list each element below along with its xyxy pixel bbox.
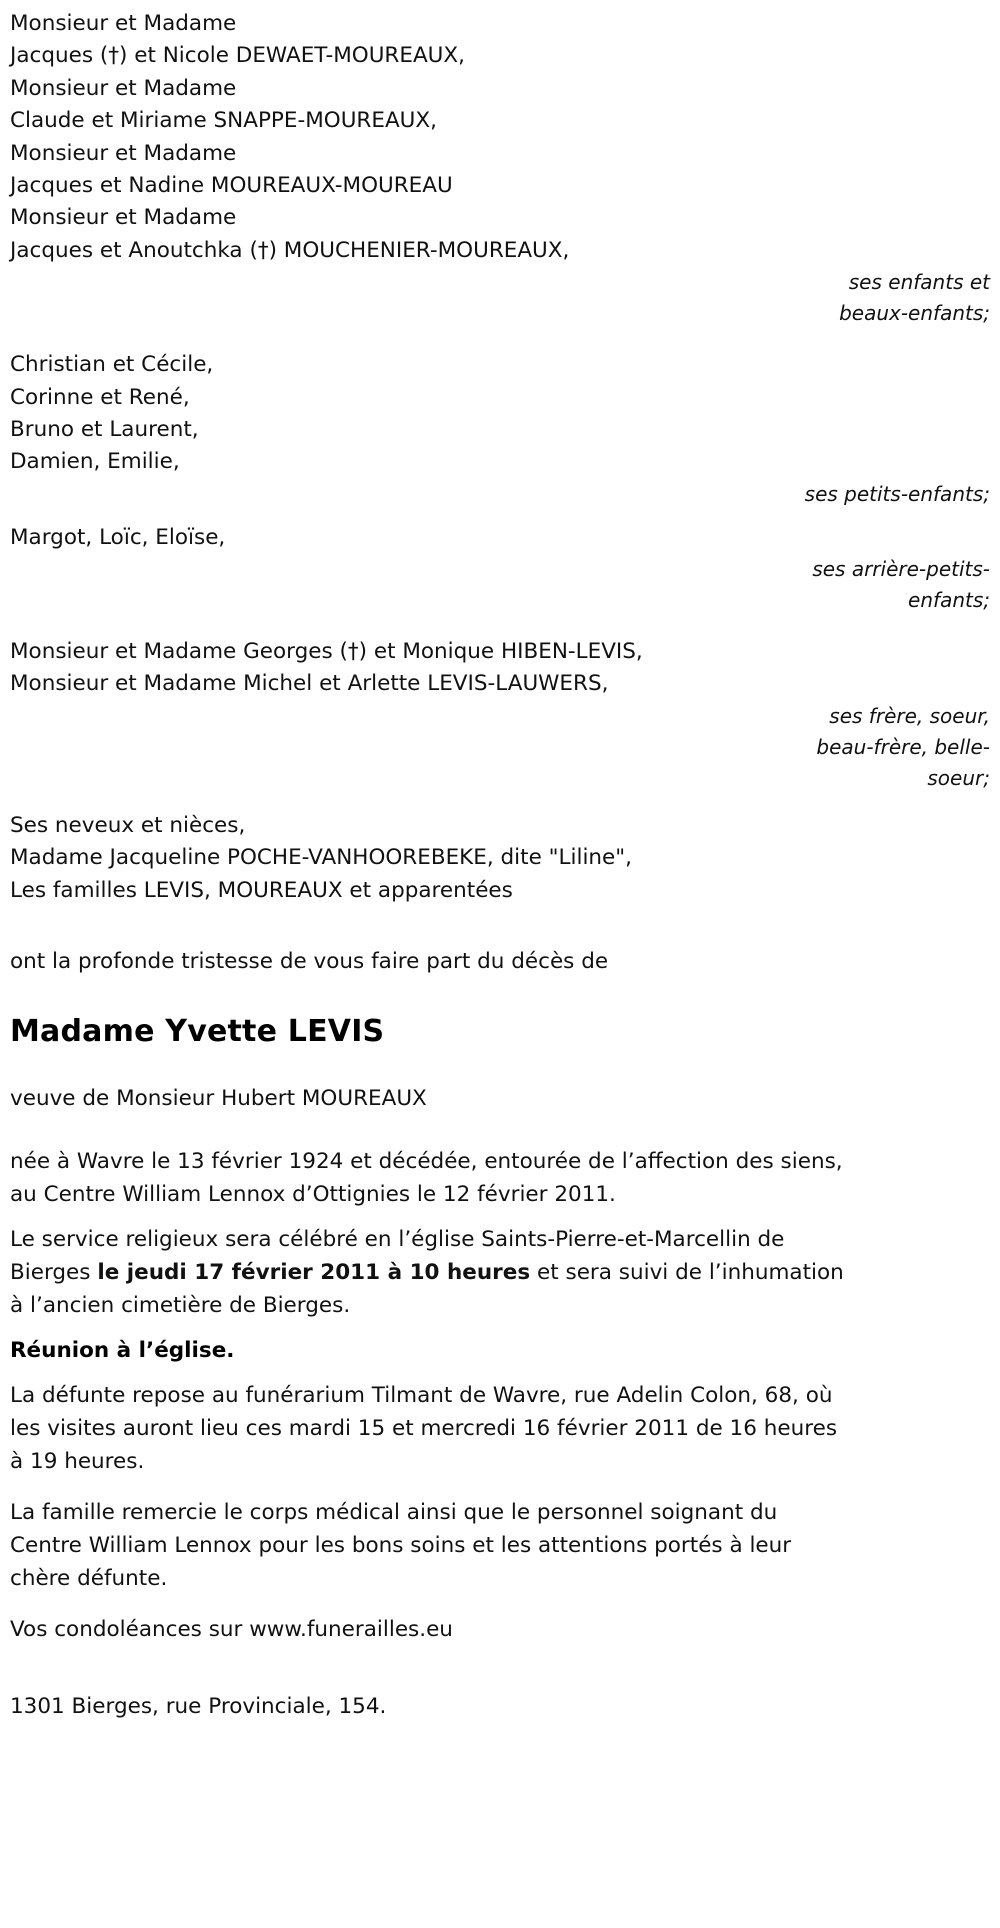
siblings-caption-line-2: beau-frère, belle- [816, 734, 990, 759]
siblings-caption-line-3: soeur; [927, 765, 990, 790]
meeting-note: Réunion à l’église. [10, 1337, 235, 1363]
grandchildren-caption-line: ses petits-enfants; [804, 481, 990, 506]
great-grandchildren-line: Margot, Loïc, Eloïse, [10, 524, 226, 550]
great-grandchildren-caption-line-1: ses arrière-petits- [812, 556, 990, 581]
siblings-block [10, 636, 990, 701]
children-line: Claude et Miriame SNAPPE-MOUREAUX, [10, 108, 437, 134]
children-line: Jacques (†) et Nicole DEWAET-MOUREAUX, [10, 43, 465, 69]
visitation-details: La défunte repose au funérarium Tilmant de Wavre, rue Adelin Colon, 68, où les visites auront lieu ces mardi 15 et mercredi 16 février 2011 de 16 heures à 19 heures. [10, 1382, 844, 1474]
service-text-before: Le service religieux sera célébré en l’église Saints-Pierre-et-Marcellin de Bierges [10, 1226, 792, 1285]
grandchildren-line: Corinne et René, [10, 384, 190, 410]
siblings-caption [730, 701, 990, 794]
children-line: Monsieur et Madame [10, 140, 237, 166]
siblings-line: Monsieur et Madame Georges (†) et Monique HIBEN-LEVIS, [10, 638, 643, 664]
siblings-line: Monsieur et Madame Michel et Arlette LEVIS-LAUWERS, [10, 671, 609, 697]
children-caption [750, 267, 990, 329]
children-block [10, 8, 990, 267]
condolences-line: Vos condoléances sur www.funerailles.eu [10, 1616, 453, 1642]
service-text-after: et sera suivi de l’inhumation à l’ancien cimetière de Bierges. [10, 1259, 851, 1318]
service-datetime: le jeudi 17 février 2011 à 10 heures [97, 1259, 531, 1285]
grandchildren-block [10, 349, 990, 479]
children-line: Jacques et Nadine MOUREAUX-MOUREAU [10, 173, 453, 199]
grandchildren-line: Damien, Emilie, [10, 449, 180, 475]
religious-service-details [10, 1223, 851, 1322]
other-relatives-block [10, 810, 990, 907]
address-line: 1301 Bierges, rue Provinciale, 154. [10, 1693, 387, 1719]
widow-of-line: veuve de Monsieur Hubert MOUREAUX [10, 1085, 427, 1111]
children-line: Jacques et Anoutchka (†) MOUCHENIER-MOUREAUX, [10, 237, 570, 263]
other-relatives-line: Madame Jacqueline POCHE-VANHOOREBEKE, dite "Liline", [10, 845, 632, 871]
deceased-name: Madame Yvette LEVIS [10, 1013, 385, 1049]
other-relatives-line: Ses neveux et nièces, [10, 812, 246, 838]
birth-death-details: née à Wavre le 13 février 1924 et décédée, entourée de l’affection des siens, au Centre William Lennox d’Ottignies le 12 février 2011. [10, 1148, 850, 1207]
siblings-caption-line-1: ses frère, soeur, [829, 703, 990, 728]
other-relatives-line: Les familles LEVIS, MOUREAUX et apparentées [10, 877, 513, 903]
grandchildren-caption [570, 479, 990, 510]
announcement-intro: ont la profonde tristesse de vous faire part du décès de [10, 948, 609, 974]
children-line: Monsieur et Madame [10, 11, 237, 36]
grandchildren-line: Bruno et Laurent, [10, 417, 199, 443]
great-grandchildren-caption-line-2: enfants; [908, 587, 990, 612]
children-caption-line-1: ses enfants et [848, 270, 990, 295]
children-line: Monsieur et Madame [10, 75, 237, 101]
grandchildren-line: Christian et Cécile, [10, 352, 214, 378]
great-grandchildren-caption [650, 554, 990, 616]
children-line: Monsieur et Madame [10, 205, 237, 231]
children-caption-line-2: beaux-enfants; [839, 301, 990, 326]
thanks-message: La famille remercie le corps médical ainsi que le personnel soignant du Centre William Lennox pour les bons soins et les attentions portés à leur chère défunte. [10, 1499, 798, 1591]
